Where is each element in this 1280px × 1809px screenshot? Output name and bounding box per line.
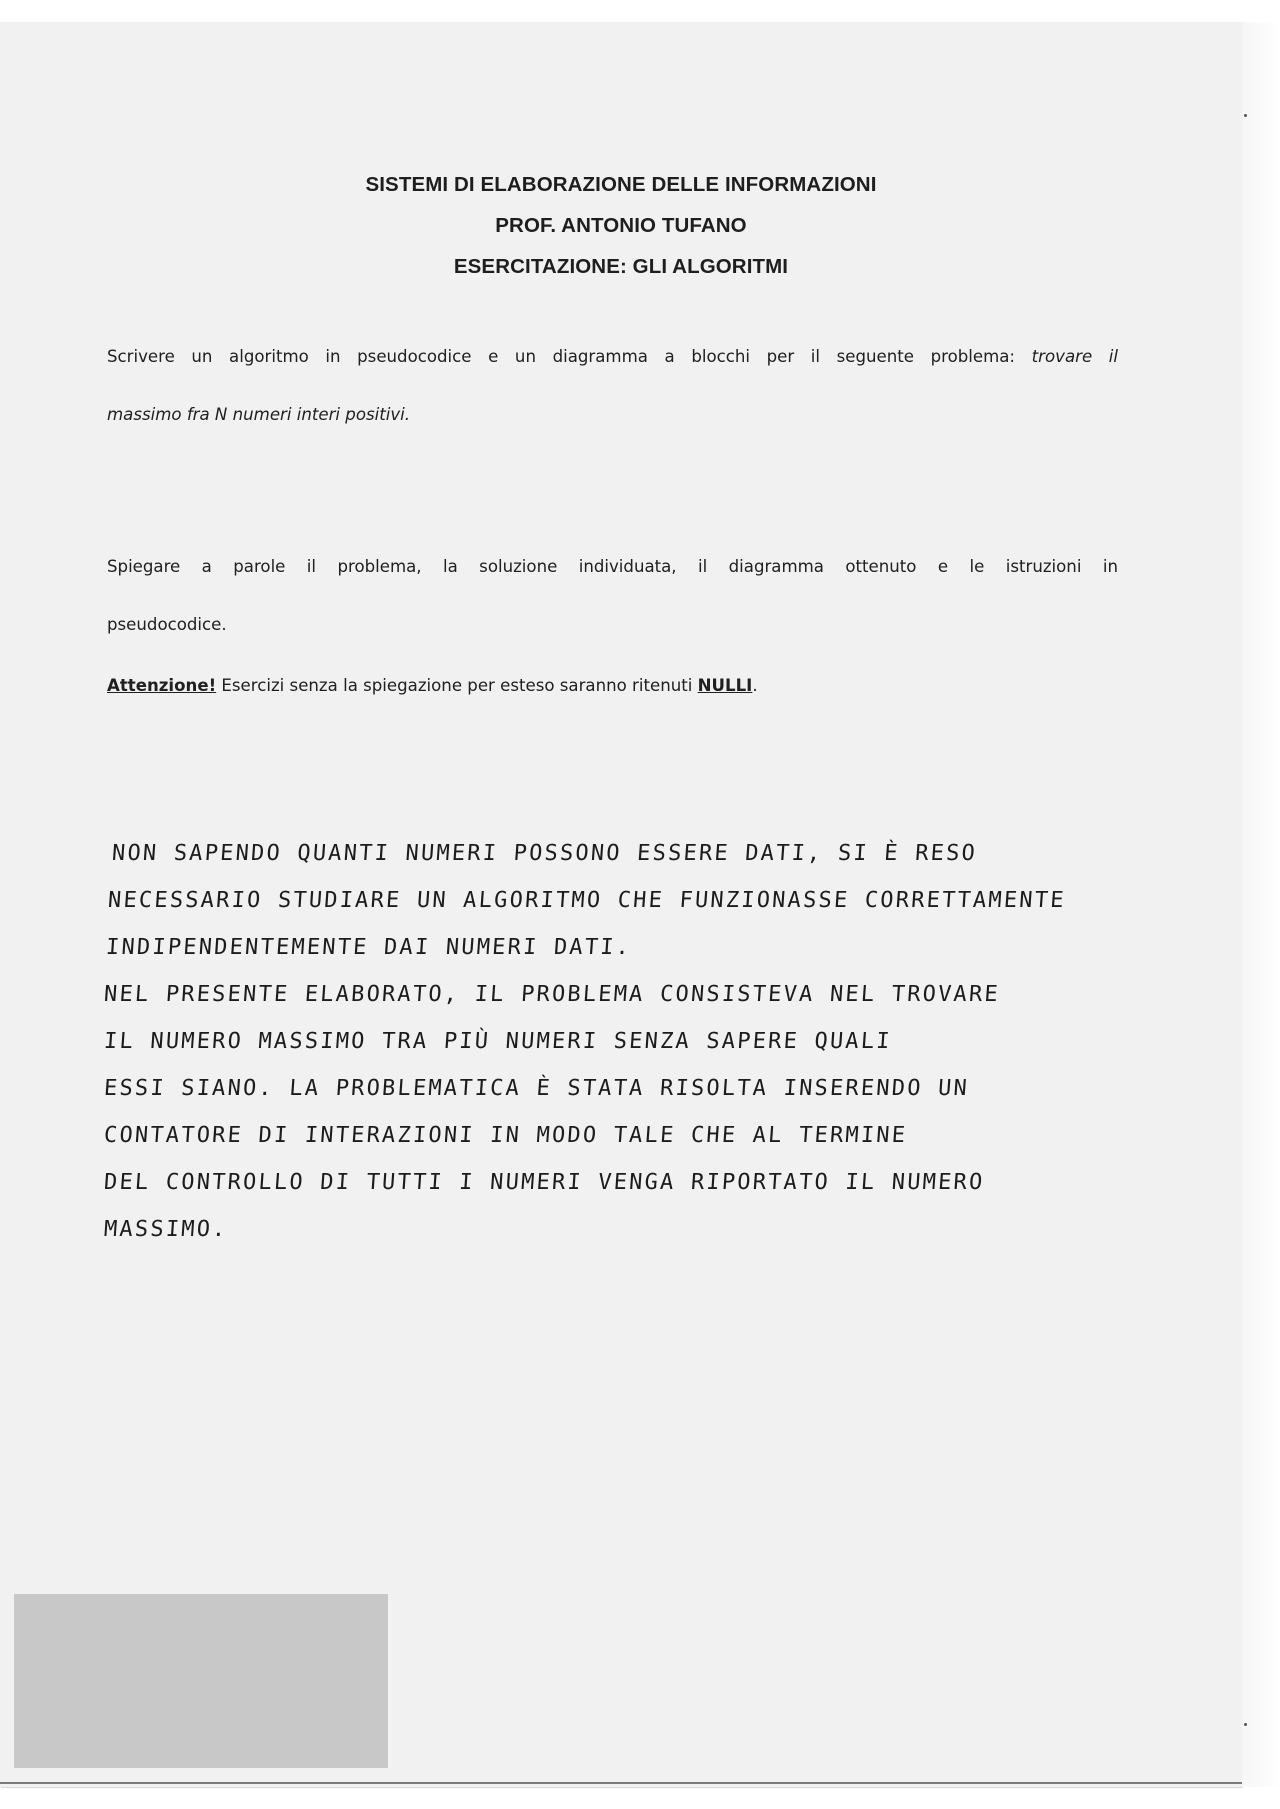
task-italic-1: trovare il — [1031, 347, 1118, 366]
warning-text: Esercizi senza la spiegazione per esteso saranno ritenuti — [216, 676, 698, 695]
warning-label: Attenzione! — [107, 676, 217, 695]
redacted-box — [14, 1594, 388, 1768]
answer-line: NECESSARIO STUDIARE UN ALGORITMO CHE FUNZIONASSE CORRETTAMENTE — [107, 888, 1067, 913]
professor-name: PROF. ANTONIO TUFANO — [495, 214, 747, 237]
document-header — [0, 164, 1242, 287]
answer-line: IL NUMERO MASSIMO TRA PIÙ NUMERI SENZA SAPERE QUALI — [103, 1029, 893, 1054]
handwritten-answer — [104, 830, 1084, 1253]
answer-line: DEL CONTROLLO DI TUTTI I NUMERI VENGA RIPORTATO IL NUMERO — [103, 1170, 986, 1195]
answer-line: ESSI SIANO. LA PROBLEMATICA È STATA RISOLTA INSERENDO UN — [103, 1076, 970, 1101]
task-line-2 — [107, 386, 1118, 444]
warning-note — [107, 676, 758, 695]
answer-line: MASSIMO. — [103, 1217, 229, 1242]
task-text: Scrivere un algoritmo in pseudocodice e un diagramma a blocchi per il seguente problema: — [107, 347, 1032, 366]
explain-line-2: pseudocodice. — [107, 615, 227, 634]
task-line-1 — [107, 328, 1118, 386]
answer-line: INDIPENDENTEMENTE DAI NUMERI DATI. — [105, 935, 633, 960]
scan-speck — [1244, 114, 1247, 117]
answer-line: NON SAPENDO QUANTI NUMERI POSSONO ESSERE DATI, SI È RESO — [111, 841, 978, 866]
exercise-title: ESERCITAZIONE: GLI ALGORITMI — [453, 255, 789, 278]
course-title: SISTEMI DI ELABORAZIONE DELLE INFORMAZIONI — [365, 173, 877, 196]
task-paragraph — [107, 328, 1118, 444]
explain-paragraph — [107, 538, 1118, 654]
scan-edge — [1242, 22, 1280, 1787]
warning-end: . — [752, 676, 758, 695]
warning-emphasis: NULLI — [697, 676, 753, 695]
answer-line: CONTATORE DI INTERAZIONI IN MODO TALE CHE AL TERMINE — [103, 1123, 909, 1148]
explain-line-1: Spiegare a parole il problema, la soluzione individuata, il diagramma ottenuto e le istruzioni in — [107, 557, 1118, 576]
bottom-scan-line — [0, 1782, 1242, 1784]
scan-speck — [1244, 1723, 1247, 1726]
answer-line: NEL PRESENTE ELABORATO, IL PROBLEMA CONSISTEVA NEL TROVARE — [103, 982, 1001, 1007]
task-italic-2: massimo fra N numeri interi positivi. — [107, 405, 411, 424]
